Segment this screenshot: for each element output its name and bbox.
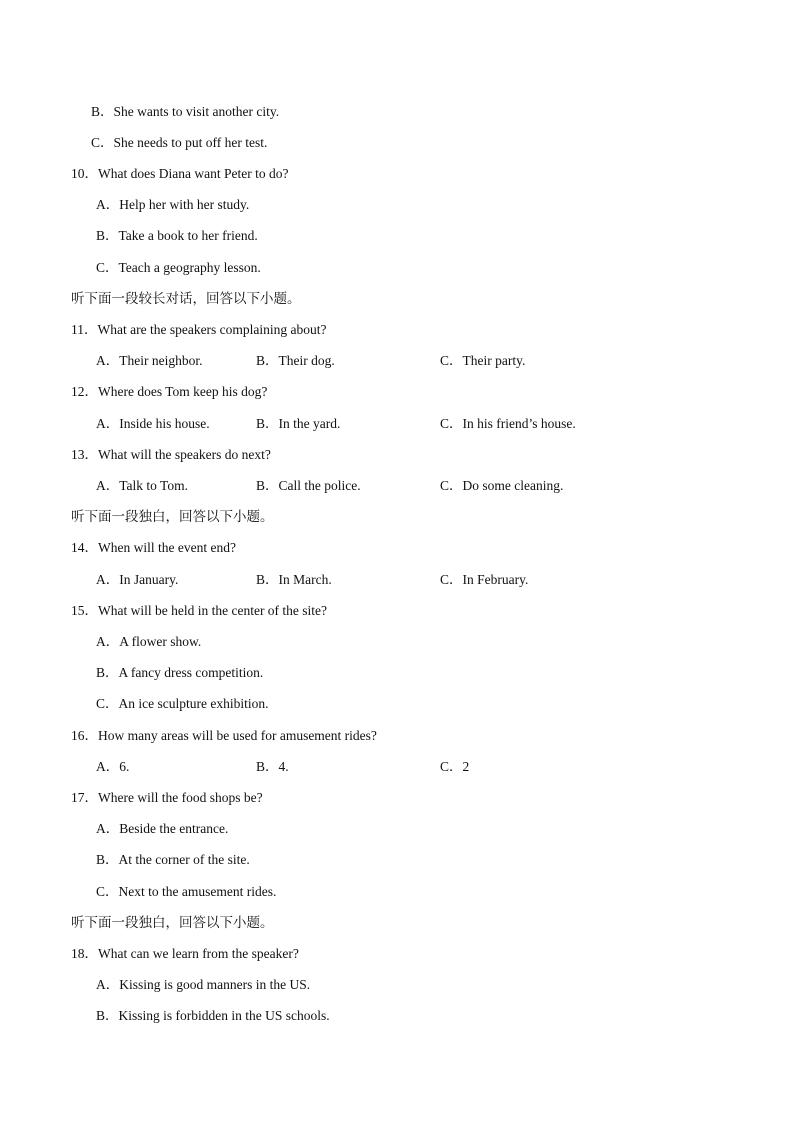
q16-option-b: B．4.: [256, 759, 289, 774]
q14-option-c: C．In February.: [440, 572, 529, 587]
q17-option-a: A．Beside the entrance.: [96, 821, 229, 836]
q14-option-a: A．In January.: [96, 572, 179, 587]
q13-option-a: A．Talk to Tom.: [96, 478, 188, 493]
q11-option-c: C．Their party.: [440, 353, 526, 368]
section-instruction-1: 听下面一段较长对话，回答以下小题。: [71, 291, 301, 306]
q12-option-a: A．Inside his house.: [96, 416, 210, 431]
q13-option-b: B．Call the police.: [256, 478, 361, 493]
q15-option-b: B．A fancy dress competition.: [96, 665, 264, 680]
question-17: 17．Where will the food shops be?: [71, 790, 263, 805]
question-10: 10．What does Diana want Peter to do?: [71, 166, 289, 181]
section-instruction-3: 听下面一段独白，回答以下小题。: [71, 915, 274, 930]
section-instruction-2: 听下面一段独白，回答以下小题。: [71, 509, 274, 524]
question-13: 13．What will the speakers do next?: [71, 447, 271, 462]
q15-option-c: C．An ice sculpture exhibition.: [96, 696, 269, 711]
q16-option-a: A．6.: [96, 759, 130, 774]
q10-option-b: B．Take a book to her friend.: [96, 228, 258, 243]
q11-option-a: A．Their neighbor.: [96, 353, 203, 368]
q10-option-c: C．Teach a geography lesson.: [96, 260, 261, 275]
q9-option-c: C．She needs to put off her test.: [91, 135, 268, 150]
q12-option-c: C．In his friend’s house.: [440, 416, 576, 431]
q18-option-b: B．Kissing is forbidden in the US schools.: [96, 1008, 330, 1023]
question-15: 15．What will be held in the center of the site?: [71, 603, 328, 618]
q14-option-b: B．In March.: [256, 572, 332, 587]
question-16: 16．How many areas will be used for amusement rides?: [71, 728, 377, 743]
q18-option-a: A．Kissing is good manners in the US.: [96, 977, 311, 992]
q9-option-b: B．She wants to visit another city.: [91, 104, 280, 119]
q16-option-c: C．2: [440, 759, 470, 774]
q11-option-b: B．Their dog.: [256, 353, 335, 368]
q12-option-b: B．In the yard.: [256, 416, 341, 431]
question-11: 11．What are the speakers complaining about?: [71, 322, 327, 337]
question-12: 12．Where does Tom keep his dog?: [71, 384, 268, 399]
question-18: 18．What can we learn from the speaker?: [71, 946, 299, 961]
q10-option-a: A．Help her with her study.: [96, 197, 250, 212]
q13-option-c: C．Do some cleaning.: [440, 478, 564, 493]
q15-option-a: A．A flower show.: [96, 634, 202, 649]
question-14: 14．When will the event end?: [71, 540, 236, 555]
q17-option-c: C．Next to the amusement rides.: [96, 884, 277, 899]
q17-option-b: B．At the corner of the site.: [96, 852, 250, 867]
